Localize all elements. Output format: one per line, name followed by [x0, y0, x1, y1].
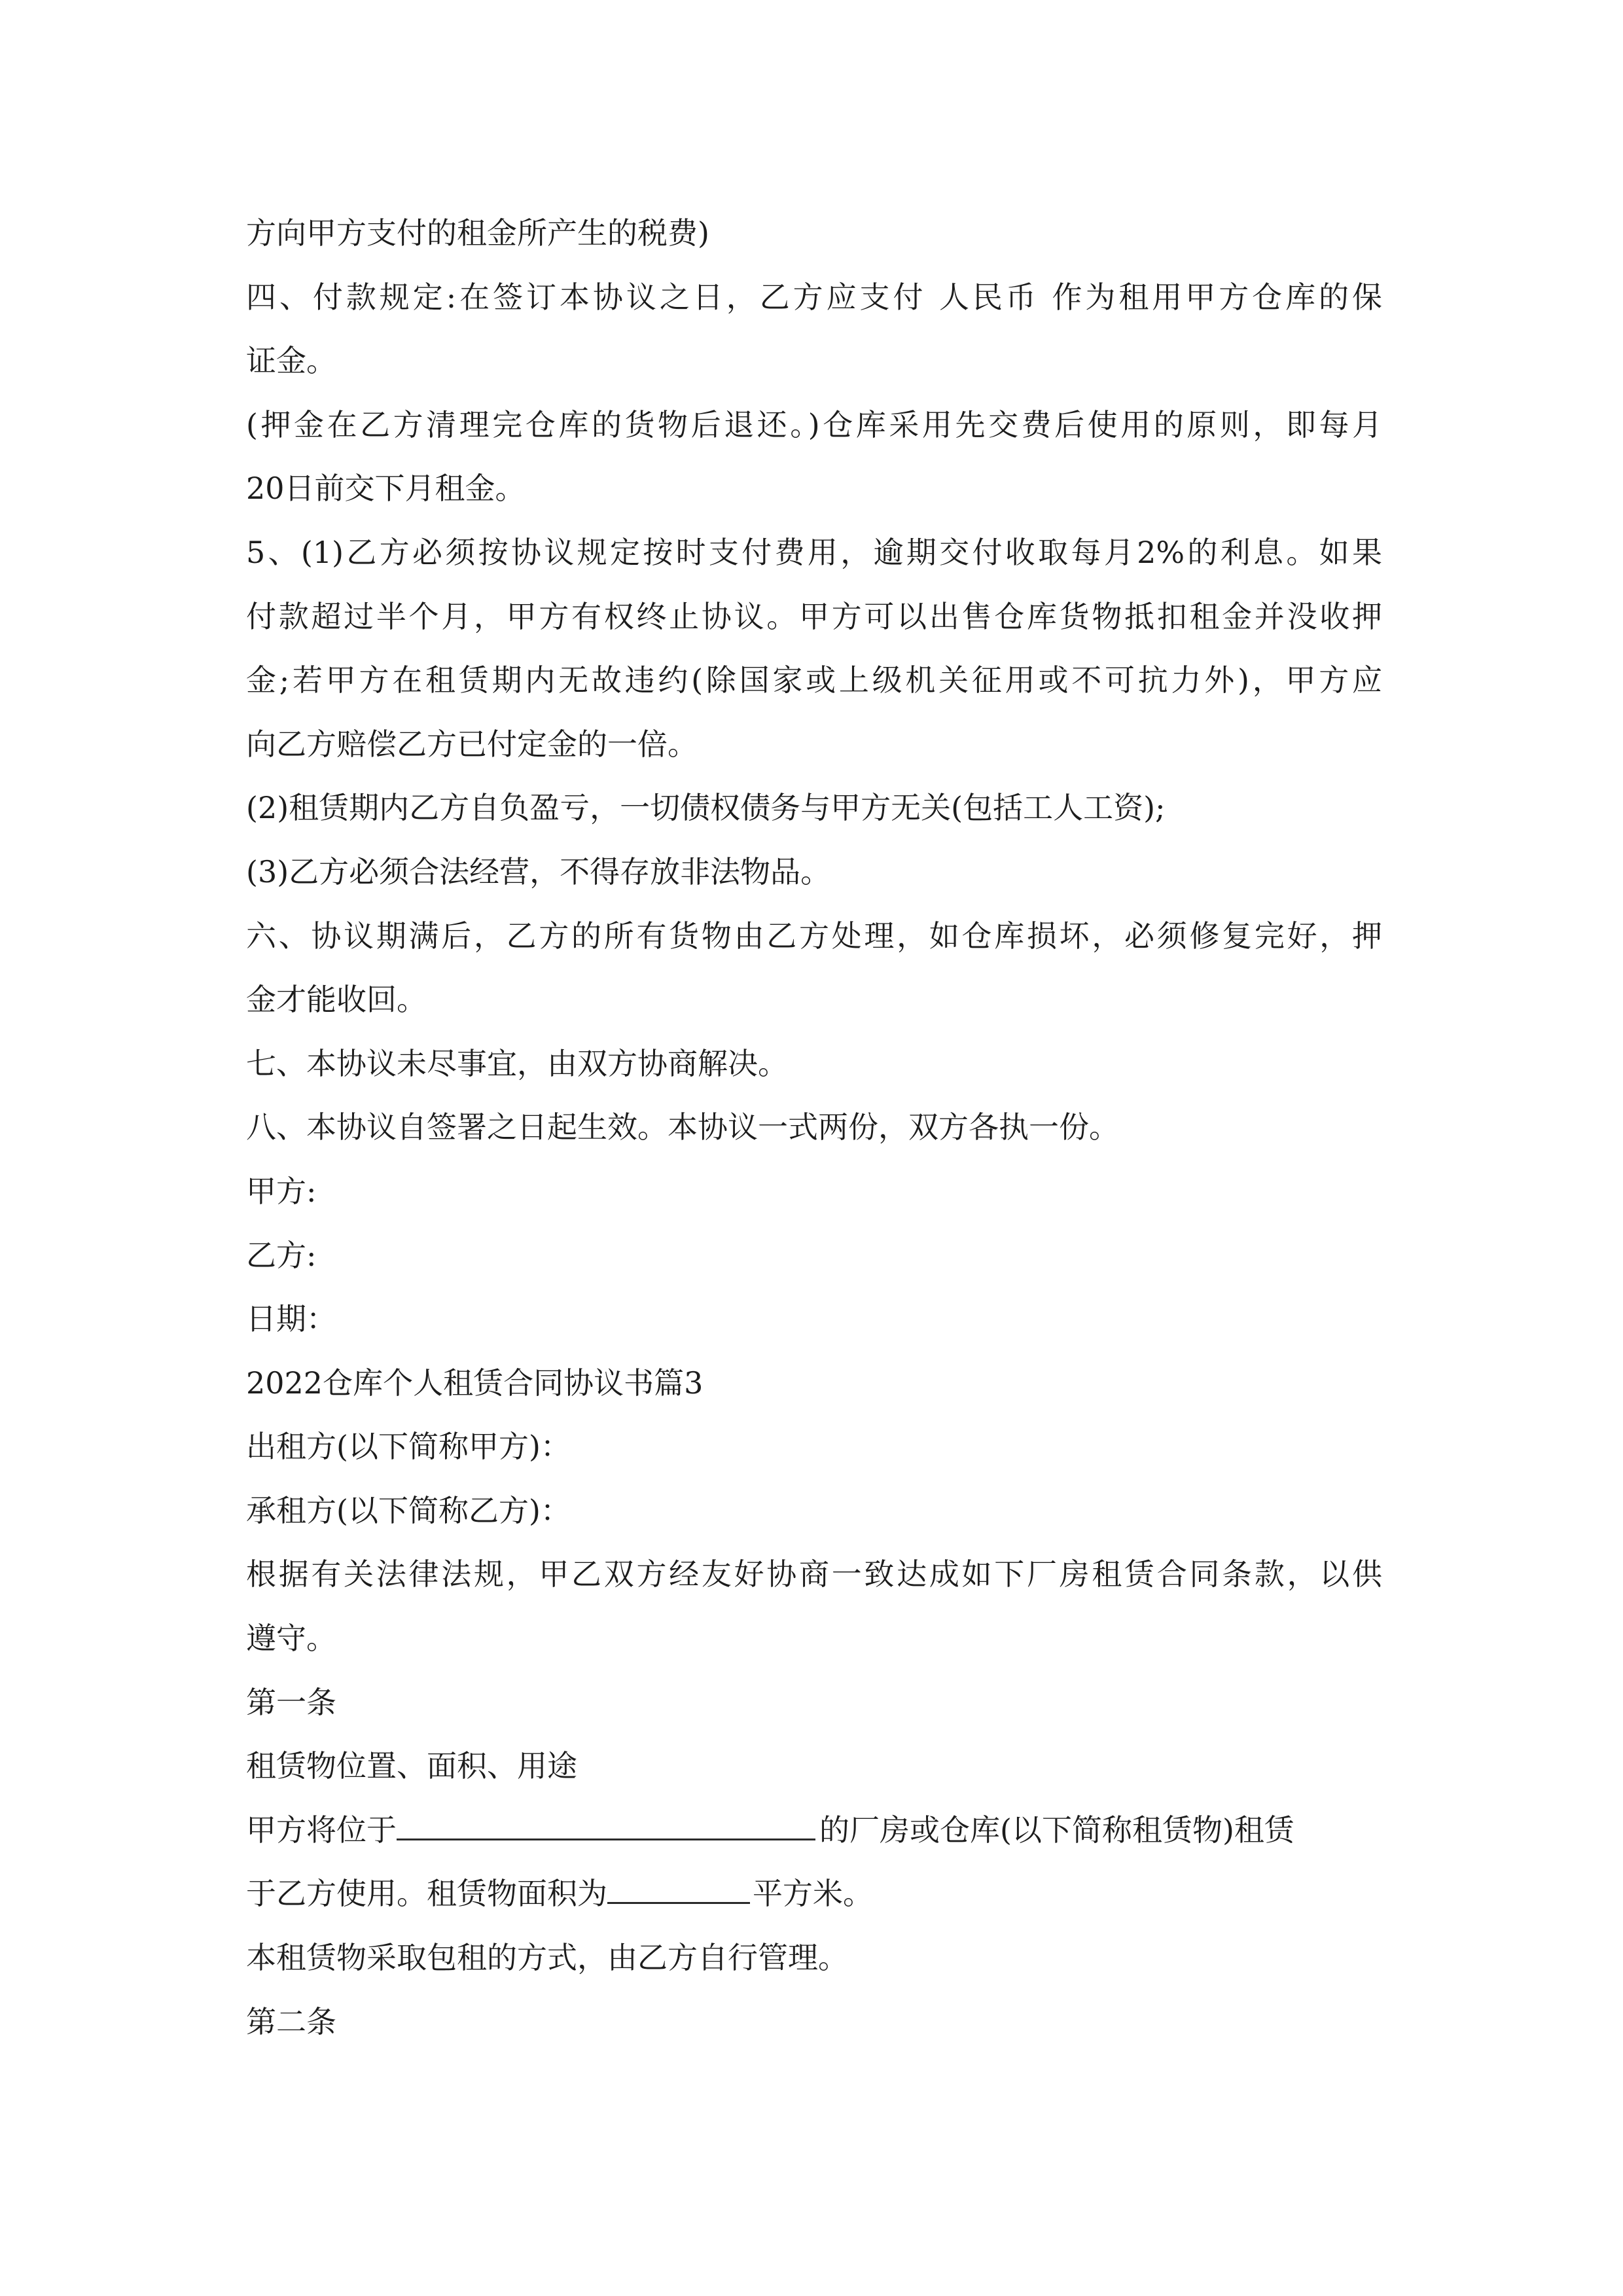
location-prefix: 甲方将位于	[246, 1812, 397, 1848]
article-heading: 第一条	[246, 1684, 336, 1720]
text-line: 七、本协议未尽事宜，由双方协商解决。	[246, 1045, 788, 1081]
text-line: 遵守。	[246, 1621, 336, 1657]
party-b-label: 乙方:	[246, 1237, 317, 1273]
section-heading: 2022仓库个人租赁合同协议书篇3	[246, 1365, 704, 1401]
text-line: (押金在乙方清理完仓库的货物后退还。)仓库采用先交费后使用的原则，即每月	[246, 406, 1382, 442]
document-body	[246, 202, 1382, 2054]
text-line: 八、本协议自签署之日起生效。本协议一式两份，双方各执一份。	[246, 1109, 1119, 1145]
text-line: 六、协议期满后，乙方的所有货物由乙方处理，如仓库损坏，必须修复完好，押	[246, 918, 1382, 954]
location-suffix: 的厂房或仓库(以下简称租赁物)租赁	[819, 1812, 1294, 1848]
text-line: 本租赁物采取包租的方式，由乙方自行管理。	[246, 1940, 848, 1976]
text-line: 四、付款规定:在签订本协议之日，乙方应支付 人民币 作为租用甲方仓库的保	[246, 279, 1382, 315]
lessor-label: 出租方(以下简称甲方)：	[246, 1429, 571, 1465]
text-line: 金才能收回。	[246, 982, 427, 1018]
text-line: 付款超过半个月，甲方有权终止协议。甲方可以出售仓库货物抵扣租金并没收押	[246, 598, 1382, 634]
party-a-label: 甲方:	[246, 1173, 317, 1209]
area-blank	[607, 1876, 750, 1904]
lessee-label: 承租方(以下简称乙方)：	[246, 1492, 571, 1528]
area-line	[246, 1862, 1382, 1926]
text-line: 20日前交下月租金。	[246, 471, 526, 507]
text-line: 根据有关法律法规，甲乙双方经友好协商一致达成如下厂房租赁合同条款，以供	[246, 1556, 1382, 1592]
date-label: 日期：	[246, 1301, 336, 1337]
text-line: 证金。	[246, 343, 336, 379]
area-prefix: 于乙方使用。租赁物面积为	[246, 1876, 607, 1912]
text-line: 向乙方赔偿乙方已付定金的一倍。	[246, 726, 698, 762]
area-suffix: 平方米。	[753, 1876, 873, 1912]
text-line: 5、(1)乙方必须按协议规定按时支付费用，逾期交付收取每月2%的利息。如果	[246, 534, 1382, 570]
location-line	[246, 1799, 1382, 1863]
article-heading: 第二条	[246, 2003, 336, 2039]
article-title: 租赁物位置、面积、用途	[246, 1748, 577, 1784]
text-line: (3)乙方必须合法经营，不得存放非法物品。	[246, 853, 831, 889]
text-line: (2)租赁期内乙方自负盈亏，一切债权债务与甲方无关(包括工人工资);	[246, 790, 1166, 826]
text-line: 方向甲方支付的租金所产生的税费)	[246, 215, 709, 251]
location-blank	[397, 1812, 815, 1840]
text-line: 金;若甲方在租赁期内无故违约(除国家或上级机关征用或不可抗力外)，甲方应	[246, 662, 1382, 698]
